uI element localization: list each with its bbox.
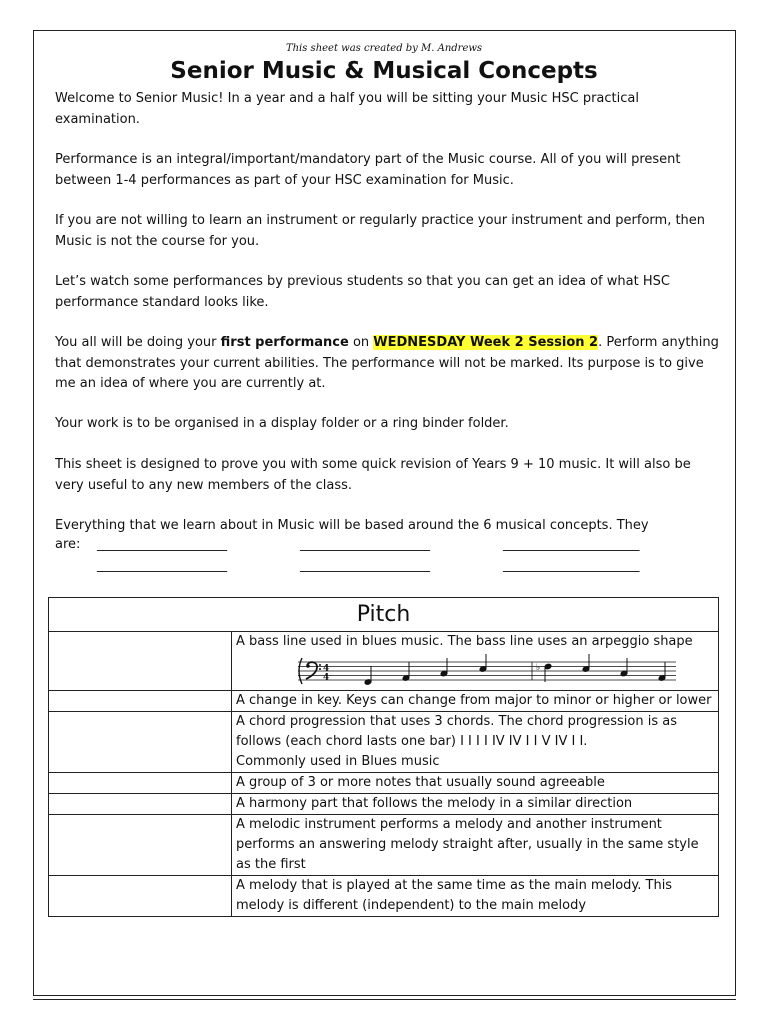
performance-paragraph: Performance is an integral/important/mandatory part of the Music course. All of you will present between 1-4 performances as part of your HSC examination for Music. [55,152,681,188]
blues-bass-staff [236,654,676,688]
table-row [49,794,719,815]
concept-blank-1: ____________________ [97,537,227,552]
definition-cell [232,712,719,773]
table-row [49,632,719,691]
definition-cell: A change in key. Keys can change from major to minor or higher or lower [232,691,719,712]
are-label: are: [55,537,81,552]
definition-text: A bass line used in blues music. The bass line uses an arpeggio shape [236,634,693,649]
term-cell [49,815,232,876]
definition-cell: A melody that is played at the same time as the main melody. This melody is different (independent) to the main melody [232,876,719,917]
definition-cell: A melodic instrument performs a melody and another instrument performs an answering melody straight after, usually in the same style as the first [232,815,719,876]
page-border-double [33,997,736,1000]
definition-cell: A group of 3 or more notes that usually sound agreeable [232,773,719,794]
p5-on: on [348,335,374,350]
term-cell [49,876,232,917]
concept-blank-5: ____________________ [300,558,430,573]
p5-start: You all will be doing your [55,335,221,350]
pitch-table [48,597,719,917]
p5-end: . Perform anything that demonstrates your current abilities. The performance will not be marked. Its purpose is to give me an idea of where you are currently at. [55,335,719,391]
table-row [49,815,719,876]
page-title: Senior Music & Musical Concepts [170,58,598,84]
term-cell [49,794,232,815]
date-highlight: WEDNESDAY Week 2 Session 2 [373,335,599,350]
time-signature-bottom: 4 [323,673,330,683]
term-cell [49,773,232,794]
concept-blank-6: _____________________ [503,558,640,573]
watch-paragraph: Let’s watch some performances by previous students so that you can get an idea of what HSC performance standard looks like. [55,274,670,310]
flat-icon: ♭ [536,663,541,673]
term-cell [49,632,232,691]
definition-cell: A harmony part that follows the melody in a similar direction [232,794,719,815]
term-cell [49,712,232,773]
first-performance-bold: first performance [220,335,349,350]
concept-blank-2: ____________________ [300,537,430,552]
table-row [49,773,719,794]
definition-extra: Commonly used in Blues music [236,754,440,769]
concept-blank-3: _____________________ [503,537,640,552]
term-cell [49,691,232,712]
pitch-heading-row [49,598,719,632]
commitment-paragraph: If you are not willing to learn an instrument or regularly practice your instrument and perform, then Music is not the course for you. [55,213,706,249]
concept-blank-4: ____________________ [97,558,227,573]
definition-text: A chord progression that uses 3 chords. The chord progression is as follows (each chord lasts one bar) I I I I IV IV I I V IV I I. [236,714,677,749]
intro-paragraph: Welcome to Senior Music! In a year and a half you will be sitting your Music HSC practical examination. [55,91,639,127]
pitch-heading: Pitch [49,598,719,632]
table-row [49,712,719,773]
sheet-credit: This sheet was created by M. Andrews [285,43,483,54]
revision-paragraph: This sheet is designed to prove you with some quick revision of Years 9 + 10 music. It will also be very useful to any new members of the class. [55,457,691,493]
concepts-paragraph: Everything that we learn about in Music will be based around the 6 musical concepts. They [55,518,649,533]
first-performance-paragraph [55,333,720,395]
folder-paragraph: Your work is to be organised in a display folder or a ring binder folder. [55,416,509,431]
table-row [49,691,719,712]
definition-cell [232,632,719,691]
time-signature-top: 4 [323,664,330,674]
table-row [49,876,719,917]
